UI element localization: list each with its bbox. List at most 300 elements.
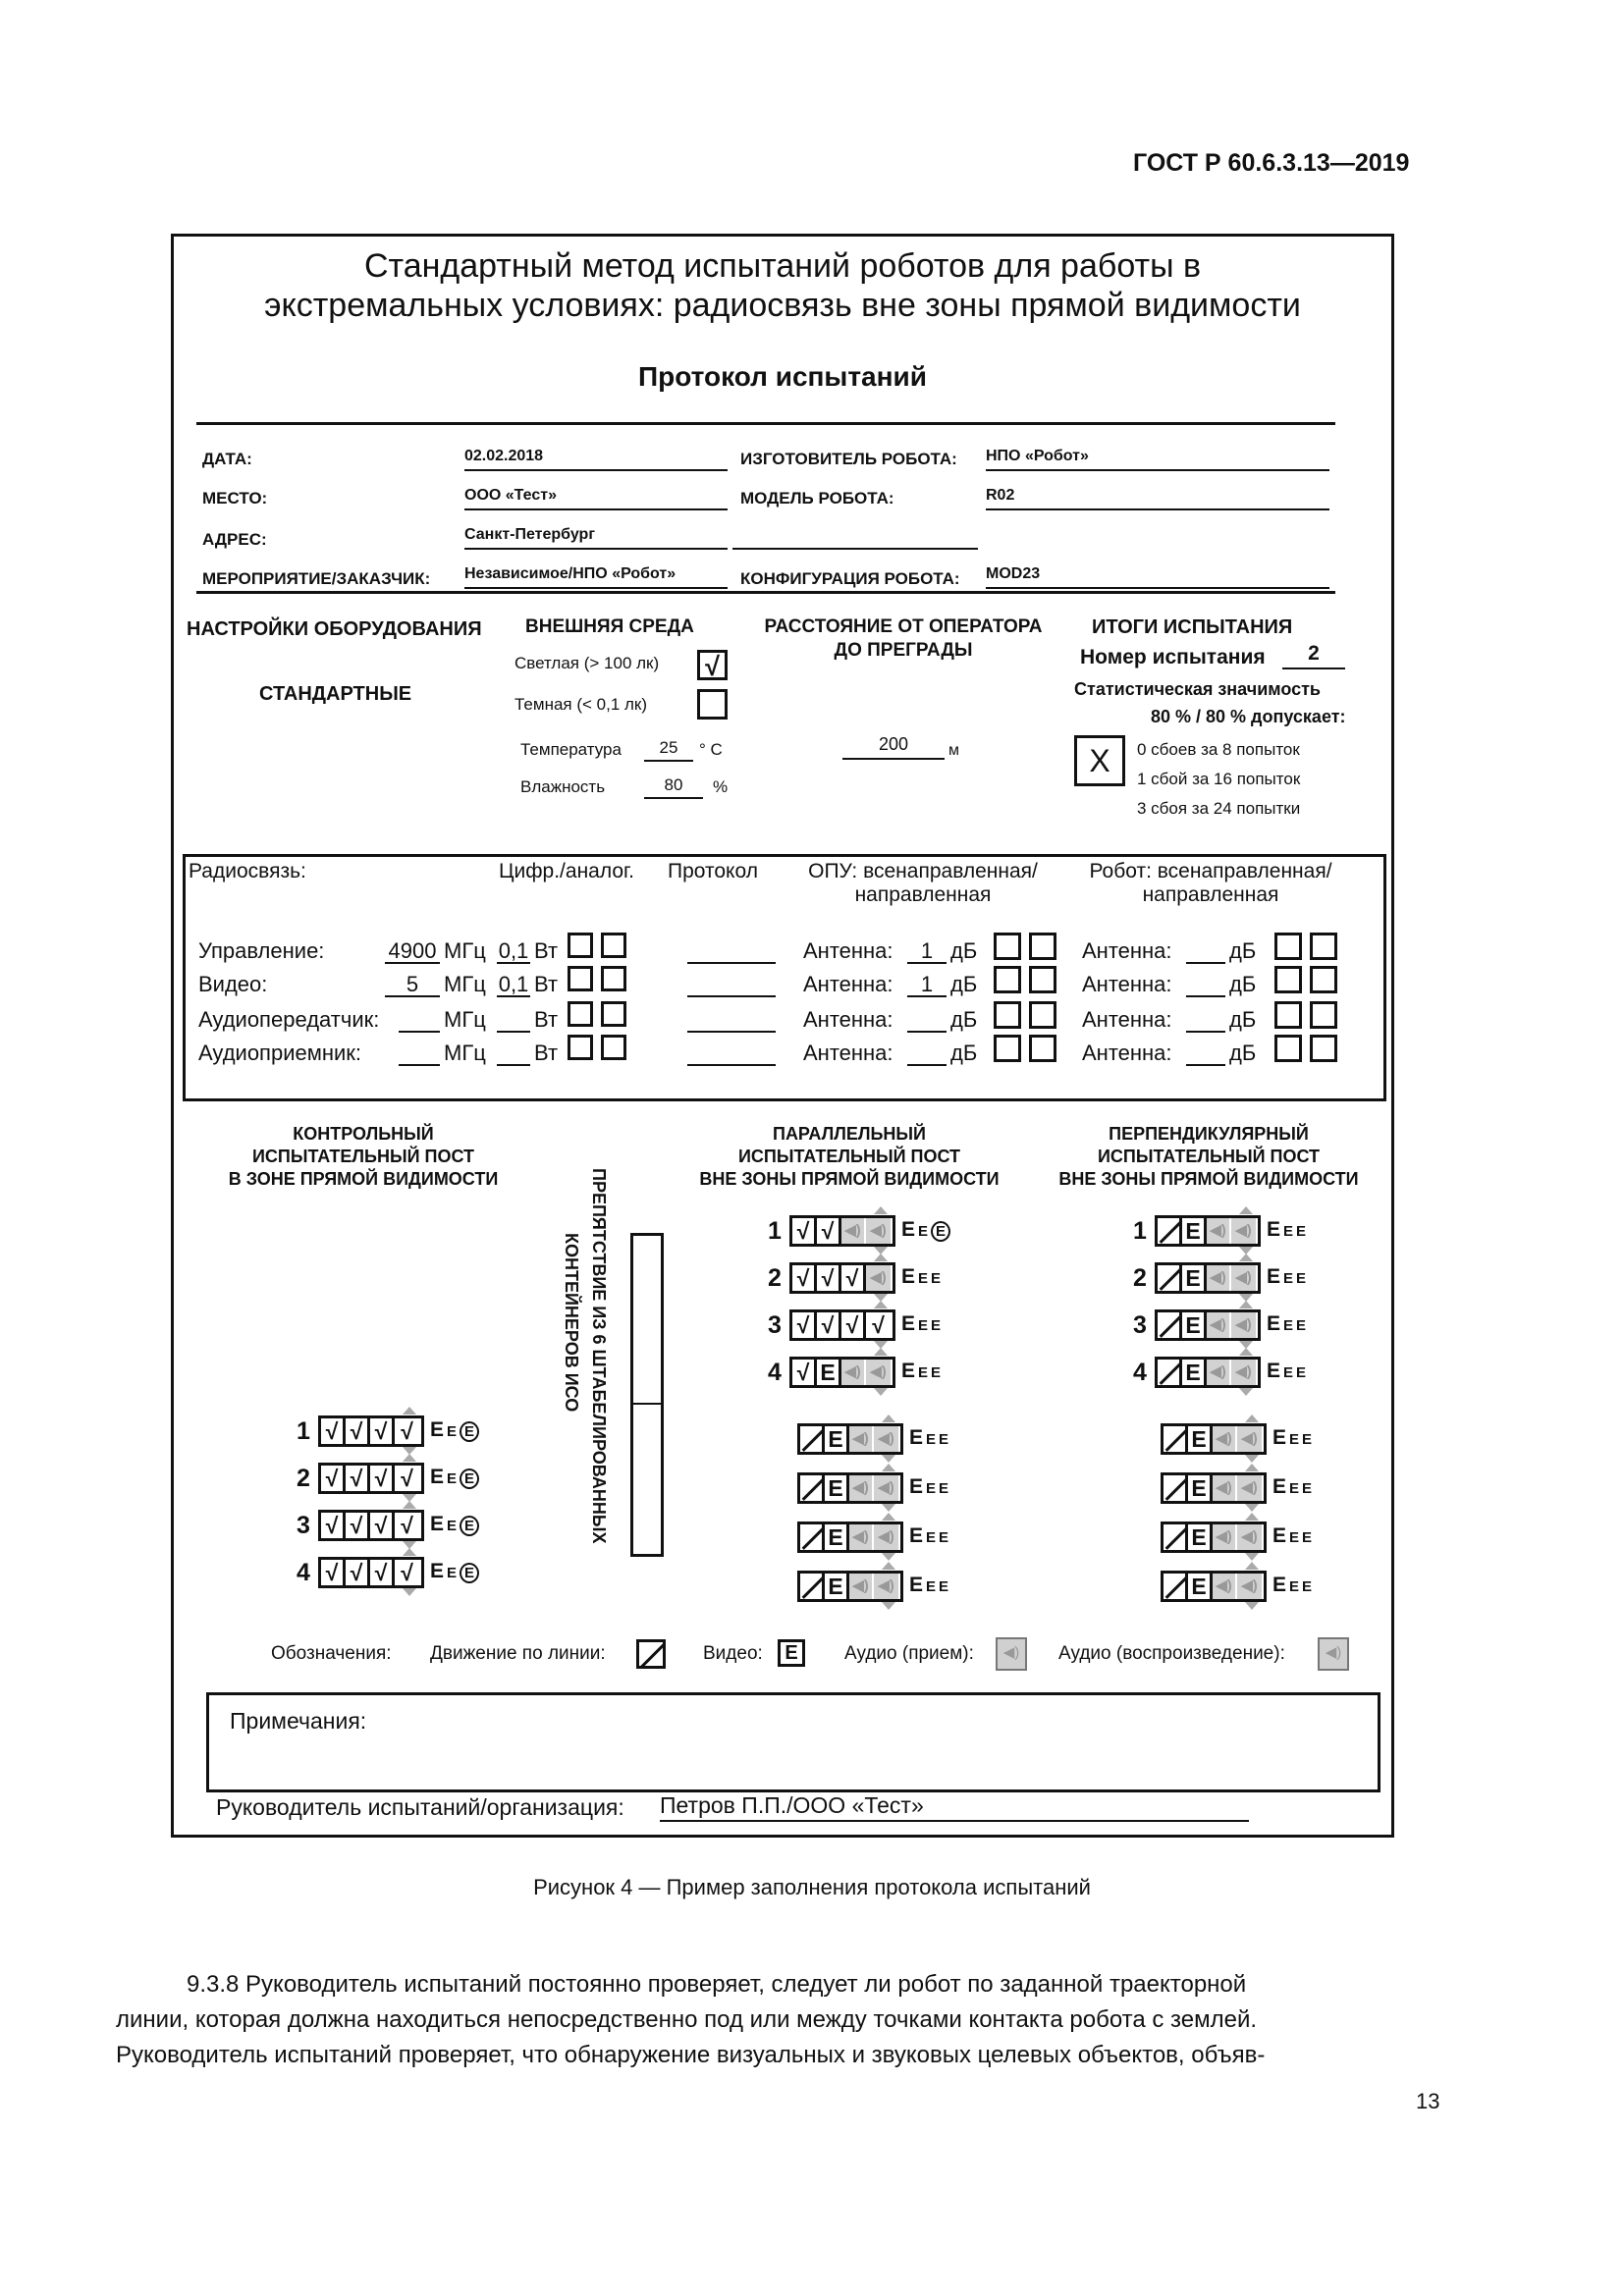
- robot-directional-checkbox[interactable]: [1310, 1001, 1337, 1029]
- mhz-unit: МГц: [444, 1007, 486, 1032]
- video-cell[interactable]: E: [1188, 1524, 1213, 1550]
- stat-option-1: 0 сбоев за 8 попыток: [1137, 740, 1300, 759]
- power-value: 0,1: [498, 938, 529, 963]
- para-line: Руководитель испытаний проверяет, что обнаружение визуальных и звуковых целевых объектов, объяв-: [116, 2042, 1266, 2068]
- digital-checkbox[interactable]: [568, 1035, 593, 1060]
- trial-number: 2: [768, 1264, 782, 1292]
- arrow-down-icon: [1245, 1602, 1259, 1610]
- motion-cell[interactable]: [1164, 1475, 1188, 1501]
- video-rating[interactable]: E E E: [1272, 1574, 1313, 1596]
- trial-row: [318, 1557, 424, 1588]
- arrow-up-icon: [1239, 1301, 1253, 1308]
- opu-db-unit: дБ: [950, 1007, 978, 1032]
- opu-antenna-label: Антенна:: [803, 1007, 893, 1032]
- opu-gain-value: 1: [907, 938, 947, 964]
- video-rating[interactable]: E E E: [901, 1360, 942, 1382]
- check-cell[interactable]: √: [321, 1513, 346, 1538]
- trial-row: [1155, 1215, 1261, 1247]
- video-rating[interactable]: E E E: [1272, 1524, 1313, 1547]
- place-value: ООО «Тест»: [464, 487, 728, 510]
- audio-cell[interactable]: ◀): [1237, 1524, 1262, 1550]
- opu-gain-value: 1: [907, 972, 947, 997]
- trial-number: 1: [297, 1417, 310, 1445]
- audio-cell[interactable]: ◀): [866, 1265, 891, 1291]
- motion-cell[interactable]: [1164, 1574, 1188, 1599]
- robot-antenna-label: Антенна:: [1082, 972, 1172, 996]
- arrow-down-icon: [1245, 1455, 1259, 1463]
- header-line: ПЕРПЕНДИКУЛЯРНЫЙ: [1109, 1124, 1309, 1144]
- arrow-down-icon: [882, 1504, 895, 1512]
- header-line: ИСПЫТАТЕЛЬНЫЙ ПОСТ: [737, 1147, 961, 1166]
- audio-cell[interactable]: ◀): [874, 1475, 898, 1501]
- robot-omni-checkbox[interactable]: [1274, 966, 1302, 993]
- video-rating[interactable]: E E E: [909, 1475, 949, 1498]
- robot-gain-value: [1186, 1007, 1225, 1033]
- motion-cell[interactable]: [1158, 1218, 1182, 1244]
- video-cell[interactable]: E: [825, 1426, 849, 1452]
- check-cell[interactable]: √: [401, 1560, 413, 1585]
- trial-row: [318, 1415, 424, 1447]
- form-title-line2: экстремальных условиях: радиосвязь вне зоны прямой видимости: [264, 287, 1301, 324]
- trial-row: [1161, 1472, 1267, 1504]
- audio-cell[interactable]: ◀): [1231, 1312, 1256, 1338]
- analog-checkbox[interactable]: [601, 933, 626, 958]
- trial-number: 3: [1133, 1311, 1147, 1339]
- video-cell[interactable]: E: [817, 1360, 841, 1385]
- opu-directional-checkbox[interactable]: [1029, 966, 1056, 993]
- motion-cell[interactable]: [800, 1574, 825, 1599]
- arrow-up-icon: [882, 1513, 895, 1521]
- w-unit: Вт: [534, 1007, 559, 1032]
- arrow-down-icon: [882, 1602, 895, 1610]
- robot-gain-value: [1186, 1041, 1225, 1066]
- mhz-unit: МГц: [444, 938, 486, 963]
- freq-value: [399, 1041, 440, 1066]
- w-unit: Вт: [534, 1041, 559, 1065]
- audio-cell[interactable]: ◀): [849, 1574, 874, 1599]
- audio-cell[interactable]: ◀): [841, 1218, 866, 1244]
- radio-title: Радиосвязь:: [189, 860, 306, 882]
- check-cell[interactable]: √: [792, 1218, 817, 1244]
- arrow-down-icon: [882, 1455, 895, 1463]
- digital-checkbox[interactable]: [568, 1001, 593, 1027]
- opu-directional-checkbox[interactable]: [1029, 1035, 1056, 1062]
- audio-cell[interactable]: ◀): [874, 1574, 898, 1599]
- video-rating[interactable]: E E E: [909, 1574, 949, 1596]
- header-line: ИСПЫТАТЕЛЬНЫЙ ПОСТ: [251, 1147, 475, 1166]
- robot-omni-checkbox[interactable]: [1274, 1001, 1302, 1029]
- audio-cell[interactable]: ◀): [1213, 1574, 1237, 1599]
- legend-audio-in: Аудио (прием):: [844, 1643, 974, 1664]
- arrow-up-icon: [874, 1206, 888, 1214]
- opu-gain-value: [907, 1041, 947, 1066]
- video-rating[interactable]: E E E: [430, 1513, 479, 1536]
- arrow-down-icon: [874, 1388, 888, 1396]
- freq-value: [399, 1007, 440, 1033]
- form-title-line1: Стандартный метод испытаний роботов для работы в: [363, 247, 1202, 285]
- robot-db-unit: дБ: [1229, 938, 1257, 963]
- equipment-label: НАСТРОЙКИ ОБОРУДОВАНИЯ: [187, 618, 482, 640]
- trial-number: 4: [768, 1359, 782, 1386]
- trial-row: [797, 1522, 903, 1553]
- radio-row-label: Управление:: [198, 938, 325, 963]
- audio-cell[interactable]: ◀): [1207, 1360, 1231, 1385]
- check-cell[interactable]: √: [346, 1513, 370, 1538]
- audio-cell[interactable]: ◀): [849, 1475, 874, 1501]
- supervisor-value: Петров П.П./ООО «Тест»: [660, 1792, 1249, 1822]
- audio-cell[interactable]: ◀): [1213, 1426, 1237, 1452]
- trial-row: [789, 1215, 895, 1247]
- dark-label: Темная (< 0,1 лк): [514, 695, 648, 714]
- trial-row: [789, 1262, 895, 1294]
- w-unit: Вт: [534, 972, 559, 996]
- video-cell[interactable]: E: [1182, 1312, 1207, 1338]
- legend-audio-out: Аудио (воспроизведение):: [1058, 1643, 1285, 1664]
- power-value: [497, 1041, 530, 1066]
- distance-label: РАССТОЯНИЕ ОТ ОПЕРАТОРА: [764, 616, 1043, 637]
- obstacle-line-1: ПРЕПЯТСТВИЕ ИЗ 6 ШТАБЕЛИРОВАННЫХ: [589, 1168, 609, 1544]
- equipment-value: СТАНДАРТНЫЕ: [259, 683, 412, 705]
- motion-cell[interactable]: [800, 1524, 825, 1550]
- distance-unit: м: [948, 742, 959, 759]
- digital-checkbox[interactable]: [568, 933, 593, 958]
- arrow-up-icon: [1245, 1415, 1259, 1422]
- address-value: Санкт-Петербург: [464, 526, 728, 550]
- video-cell[interactable]: E: [1188, 1426, 1213, 1452]
- event-label: МЕРОПРИЯТИЕ/ЗАКАЗЧИК:: [202, 569, 431, 588]
- config-label: КОНФИГУРАЦИЯ РОБОТА:: [740, 569, 960, 588]
- arrow-up-icon: [1245, 1562, 1259, 1570]
- obstacle-line-2: КОНТЕЙНЕРОВ ИСО: [562, 1233, 581, 1413]
- video-rating[interactable]: E E E: [901, 1265, 942, 1288]
- robot-omni-checkbox[interactable]: [1274, 1035, 1302, 1062]
- video-rating[interactable]: E E E: [1267, 1360, 1307, 1382]
- temperature-unit: ° C: [699, 740, 723, 759]
- check-cell[interactable]: √: [872, 1312, 885, 1338]
- audio-out-icon: ◀): [1318, 1637, 1349, 1671]
- radio-col-opu: ОПУ: всенаправленная/: [808, 860, 1038, 882]
- arrow-up-icon: [874, 1348, 888, 1356]
- robot-gain-value: [1186, 938, 1225, 964]
- motion-cell[interactable]: [1158, 1360, 1182, 1385]
- video-icon: E: [778, 1639, 805, 1667]
- light-checkbox[interactable]: √: [697, 650, 728, 680]
- robot-directional-checkbox[interactable]: [1310, 966, 1337, 993]
- freq-value: 4900: [385, 938, 440, 964]
- trial-row: [1155, 1262, 1261, 1294]
- date-label: ДАТА:: [202, 450, 252, 468]
- stat-option-2: 1 сбой за 16 попыток: [1137, 770, 1301, 788]
- trial-row: [1155, 1309, 1261, 1341]
- robot-antenna-label: Антенна:: [1082, 938, 1172, 963]
- opu-omni-checkbox[interactable]: [994, 1035, 1021, 1062]
- radio-col-robot-2: направленная: [1142, 883, 1279, 906]
- audio-cell[interactable]: ◀): [1213, 1475, 1237, 1501]
- opu-gain-value: [907, 1007, 947, 1033]
- motion-cell[interactable]: [1158, 1312, 1182, 1338]
- arrow-up-icon: [882, 1562, 895, 1570]
- check-cell[interactable]: √: [792, 1312, 817, 1338]
- audio-cell[interactable]: ◀): [1207, 1265, 1231, 1291]
- trial-row: [1161, 1522, 1267, 1553]
- supervisor-label: Руководитель испытаний/организация:: [216, 1794, 624, 1820]
- mhz-unit: МГц: [444, 972, 486, 996]
- divider: [196, 591, 1335, 594]
- arrow-up-icon: [1239, 1206, 1253, 1214]
- gost-number: ГОСТ Р 60.6.3.13—2019: [1133, 149, 1410, 177]
- radio-col-robot: Робот: всенаправленная/: [1089, 860, 1332, 882]
- header-line: ВНЕ ЗОНЫ ПРЯМОЙ ВИДИМОСТИ: [699, 1169, 1000, 1189]
- video-cell[interactable]: E: [1182, 1265, 1207, 1291]
- video-rating[interactable]: E E E: [901, 1218, 950, 1242]
- video-cell[interactable]: E: [1182, 1218, 1207, 1244]
- protocol-value[interactable]: [687, 1007, 776, 1033]
- audio-cell[interactable]: ◀): [1237, 1574, 1262, 1599]
- protocol-value[interactable]: [687, 938, 776, 964]
- motion-cell[interactable]: [1164, 1426, 1188, 1452]
- robot-omni-checkbox[interactable]: [1274, 933, 1302, 960]
- temperature-label: Температура: [520, 740, 622, 759]
- trial-row: [797, 1423, 903, 1455]
- legend-motion: Движение по линии:: [430, 1643, 606, 1664]
- check-cell[interactable]: √: [817, 1312, 841, 1338]
- legend-label: Обозначения:: [271, 1643, 392, 1664]
- check-cell[interactable]: √: [792, 1360, 817, 1385]
- humidity-label: Влажность: [520, 777, 606, 796]
- check-cell[interactable]: √: [370, 1466, 395, 1491]
- trial-number: 3: [297, 1512, 310, 1539]
- check-cell[interactable]: √: [321, 1466, 346, 1491]
- opu-db-unit: дБ: [950, 1041, 978, 1065]
- trial-row: [797, 1571, 903, 1602]
- protocol-value[interactable]: [687, 972, 776, 997]
- trial-number: 2: [1133, 1264, 1147, 1292]
- trial-row: [789, 1309, 895, 1341]
- protocol-value[interactable]: [687, 1041, 776, 1066]
- analog-checkbox[interactable]: [601, 966, 626, 991]
- video-rating[interactable]: E E E: [1267, 1265, 1307, 1288]
- config-value: MOD23: [986, 565, 1329, 589]
- trial-row: [1161, 1571, 1267, 1602]
- notes-box[interactable]: [206, 1692, 1380, 1792]
- check-cell[interactable]: √: [346, 1560, 370, 1585]
- opu-omni-checkbox[interactable]: [994, 1001, 1021, 1029]
- arrow-down-icon: [1245, 1553, 1259, 1561]
- audio-cell[interactable]: ◀): [1231, 1360, 1256, 1385]
- address-label: АДРЕС:: [202, 530, 267, 549]
- stat-label-2: 80 % / 80 % допускает:: [1151, 707, 1346, 726]
- mhz-unit: МГц: [444, 1041, 486, 1065]
- arrow-up-icon: [874, 1301, 888, 1308]
- parallel-station-header: [677, 1123, 1021, 1191]
- check-cell[interactable]: √: [817, 1265, 841, 1291]
- motion-cell[interactable]: [1164, 1524, 1188, 1550]
- robot-gain-value: [1186, 972, 1225, 997]
- audio-cell[interactable]: ◀): [874, 1426, 898, 1452]
- blank-line: [732, 526, 978, 550]
- opu-antenna-label: Антенна:: [803, 972, 893, 996]
- radio-col-digital: Цифр./аналог.: [499, 860, 634, 882]
- arrow-up-icon: [882, 1415, 895, 1422]
- check-cell[interactable]: √: [370, 1418, 395, 1444]
- header-line: ПАРАЛЛЕЛЬНЫЙ: [773, 1124, 926, 1144]
- check-cell[interactable]: √: [817, 1218, 841, 1244]
- opu-db-unit: дБ: [950, 938, 978, 963]
- check-cell[interactable]: √: [401, 1466, 413, 1491]
- check-cell[interactable]: √: [841, 1312, 866, 1338]
- audio-cell[interactable]: ◀): [866, 1360, 891, 1385]
- arrow-down-icon: [1239, 1388, 1253, 1396]
- video-cell[interactable]: E: [825, 1475, 849, 1501]
- para-line: линии, которая должна находиться непосредственно под или между точками контакта робота с землей.: [116, 2006, 1258, 2033]
- motion-cell[interactable]: [1158, 1265, 1182, 1291]
- video-rating[interactable]: E E E: [1267, 1218, 1307, 1241]
- video-rating[interactable]: E E E: [1267, 1312, 1307, 1335]
- trial-row: [1155, 1357, 1261, 1388]
- robot-directional-checkbox[interactable]: [1310, 933, 1337, 960]
- divider: [196, 422, 1335, 425]
- arrow-down-icon: [882, 1553, 895, 1561]
- robot-db-unit: дБ: [1229, 1007, 1257, 1032]
- check-cell[interactable]: √: [346, 1466, 370, 1491]
- check-cell[interactable]: √: [370, 1513, 395, 1538]
- robot-db-unit: дБ: [1229, 972, 1257, 996]
- check-cell[interactable]: √: [792, 1265, 817, 1291]
- check-cell[interactable]: √: [346, 1418, 370, 1444]
- check-cell[interactable]: √: [841, 1265, 866, 1291]
- video-rating[interactable]: E E E: [1272, 1426, 1313, 1449]
- opu-omni-checkbox[interactable]: [994, 933, 1021, 960]
- check-cell[interactable]: √: [321, 1560, 346, 1585]
- video-cell[interactable]: E: [1188, 1475, 1213, 1501]
- radio-col-protocol: Протокол: [668, 860, 758, 882]
- trial-number: 1: [768, 1217, 782, 1245]
- form-subtitle: Протокол испытаний: [638, 361, 927, 392]
- video-cell[interactable]: E: [1188, 1574, 1213, 1599]
- video-cell[interactable]: E: [825, 1524, 849, 1550]
- audio-cell[interactable]: ◀): [849, 1426, 874, 1452]
- opu-directional-checkbox[interactable]: [1029, 933, 1056, 960]
- arrow-up-icon: [1245, 1513, 1259, 1521]
- check-cell[interactable]: √: [401, 1418, 413, 1444]
- audio-cell[interactable]: ◀): [1237, 1426, 1262, 1452]
- audio-cell[interactable]: ◀): [874, 1524, 898, 1550]
- trial-row: [797, 1472, 903, 1504]
- distance-value: 200: [842, 734, 945, 760]
- distance-label-2: ДО ПРЕГРАДЫ: [834, 640, 973, 661]
- video-rating[interactable]: E E E: [430, 1418, 479, 1442]
- notes-label: Примечания:: [230, 1708, 367, 1734]
- model-value: R02: [986, 487, 1329, 510]
- legend-video: Видео:: [703, 1643, 763, 1664]
- video-rating[interactable]: E E E: [909, 1426, 949, 1449]
- digital-checkbox[interactable]: [568, 966, 593, 991]
- check-cell[interactable]: √: [321, 1418, 346, 1444]
- header-line: КОНТРОЛЬНЫЙ: [293, 1124, 434, 1144]
- motion-icon: [636, 1639, 666, 1669]
- audio-cell[interactable]: ◀): [1207, 1218, 1231, 1244]
- audio-in-icon: ◀): [996, 1637, 1027, 1671]
- audio-cell[interactable]: ◀): [1231, 1218, 1256, 1244]
- arrow-up-icon: [874, 1254, 888, 1261]
- video-cell[interactable]: E: [1182, 1360, 1207, 1385]
- dark-checkbox[interactable]: [697, 689, 728, 720]
- arrow-up-icon: [1239, 1348, 1253, 1356]
- motion-cell[interactable]: [800, 1475, 825, 1501]
- arrow-up-icon: [403, 1501, 416, 1509]
- model-label: МОДЕЛЬ РОБОТА:: [740, 489, 894, 507]
- audio-cell[interactable]: ◀): [849, 1524, 874, 1550]
- motion-cell[interactable]: [800, 1426, 825, 1452]
- video-rating[interactable]: E E E: [1272, 1475, 1313, 1498]
- date-value: 02.02.2018: [464, 448, 728, 471]
- humidity-unit: %: [713, 777, 729, 796]
- power-value: [497, 1007, 530, 1033]
- analog-checkbox[interactable]: [601, 1001, 626, 1027]
- trial-row: [1161, 1423, 1267, 1455]
- header-line: ИСПЫТАТЕЛЬНЫЙ ПОСТ: [1097, 1147, 1321, 1166]
- radio-row-label: Аудиопередатчик:: [198, 1007, 380, 1032]
- trial-row: [318, 1463, 424, 1494]
- obstacle-bar: [630, 1233, 664, 1557]
- results-label: ИТОГИ ИСПЫТАНИЯ: [1092, 616, 1293, 638]
- maker-label: ИЗГОТОВИТЕЛЬ РОБОТА:: [740, 450, 957, 468]
- analog-checkbox[interactable]: [601, 1035, 626, 1060]
- video-rating[interactable]: E E E: [430, 1466, 479, 1489]
- trial-row: [789, 1357, 895, 1388]
- video-cell[interactable]: E: [825, 1574, 849, 1599]
- stat-checkbox[interactable]: X: [1074, 735, 1125, 786]
- trial-number: 3: [768, 1311, 782, 1339]
- trial-number: 4: [1133, 1359, 1147, 1386]
- arrow-up-icon: [403, 1454, 416, 1462]
- arrow-up-icon: [1245, 1464, 1259, 1471]
- test-number-value: 2: [1282, 642, 1345, 669]
- body-paragraph: [116, 1967, 1449, 2073]
- audio-cell[interactable]: ◀): [841, 1360, 866, 1385]
- header-line: ВНЕ ЗОНЫ ПРЯМОЙ ВИДИМОСТИ: [1058, 1169, 1359, 1189]
- check-cell[interactable]: √: [370, 1560, 395, 1585]
- audio-cell[interactable]: ◀): [866, 1218, 891, 1244]
- audio-cell[interactable]: ◀): [1231, 1265, 1256, 1291]
- header-line: В ЗОНЕ ПРЯМОЙ ВИДИМОСТИ: [228, 1169, 499, 1189]
- stat-option-3: 3 сбоя за 24 попытки: [1137, 799, 1301, 818]
- video-rating[interactable]: E E E: [901, 1312, 942, 1335]
- opu-omni-checkbox[interactable]: [994, 966, 1021, 993]
- obstacle-label-2: [554, 1233, 583, 1478]
- audio-cell[interactable]: ◀): [1213, 1524, 1237, 1550]
- video-rating[interactable]: E E E: [430, 1560, 479, 1583]
- arrow-up-icon: [403, 1548, 416, 1556]
- check-cell[interactable]: √: [401, 1513, 413, 1538]
- perpendicular-station-header: [1037, 1123, 1380, 1191]
- freq-value: 5: [385, 972, 440, 997]
- trial-number: 2: [297, 1465, 310, 1492]
- stat-label: Статистическая значимость: [1074, 679, 1321, 699]
- radio-row-label: Аудиоприемник:: [198, 1041, 362, 1065]
- robot-antenna-label: Антенна:: [1082, 1041, 1172, 1065]
- robot-antenna-label: Антенна:: [1082, 1007, 1172, 1032]
- trial-number: 1: [1133, 1217, 1147, 1245]
- robot-directional-checkbox[interactable]: [1310, 1035, 1337, 1062]
- maker-value: НПО «Робот»: [986, 448, 1329, 471]
- control-station-header: [206, 1123, 520, 1191]
- audio-cell[interactable]: ◀): [1207, 1312, 1231, 1338]
- video-rating[interactable]: E E E: [909, 1524, 949, 1547]
- audio-cell[interactable]: ◀): [1237, 1475, 1262, 1501]
- opu-directional-checkbox[interactable]: [1029, 1001, 1056, 1029]
- page-number: 13: [1416, 2089, 1440, 2113]
